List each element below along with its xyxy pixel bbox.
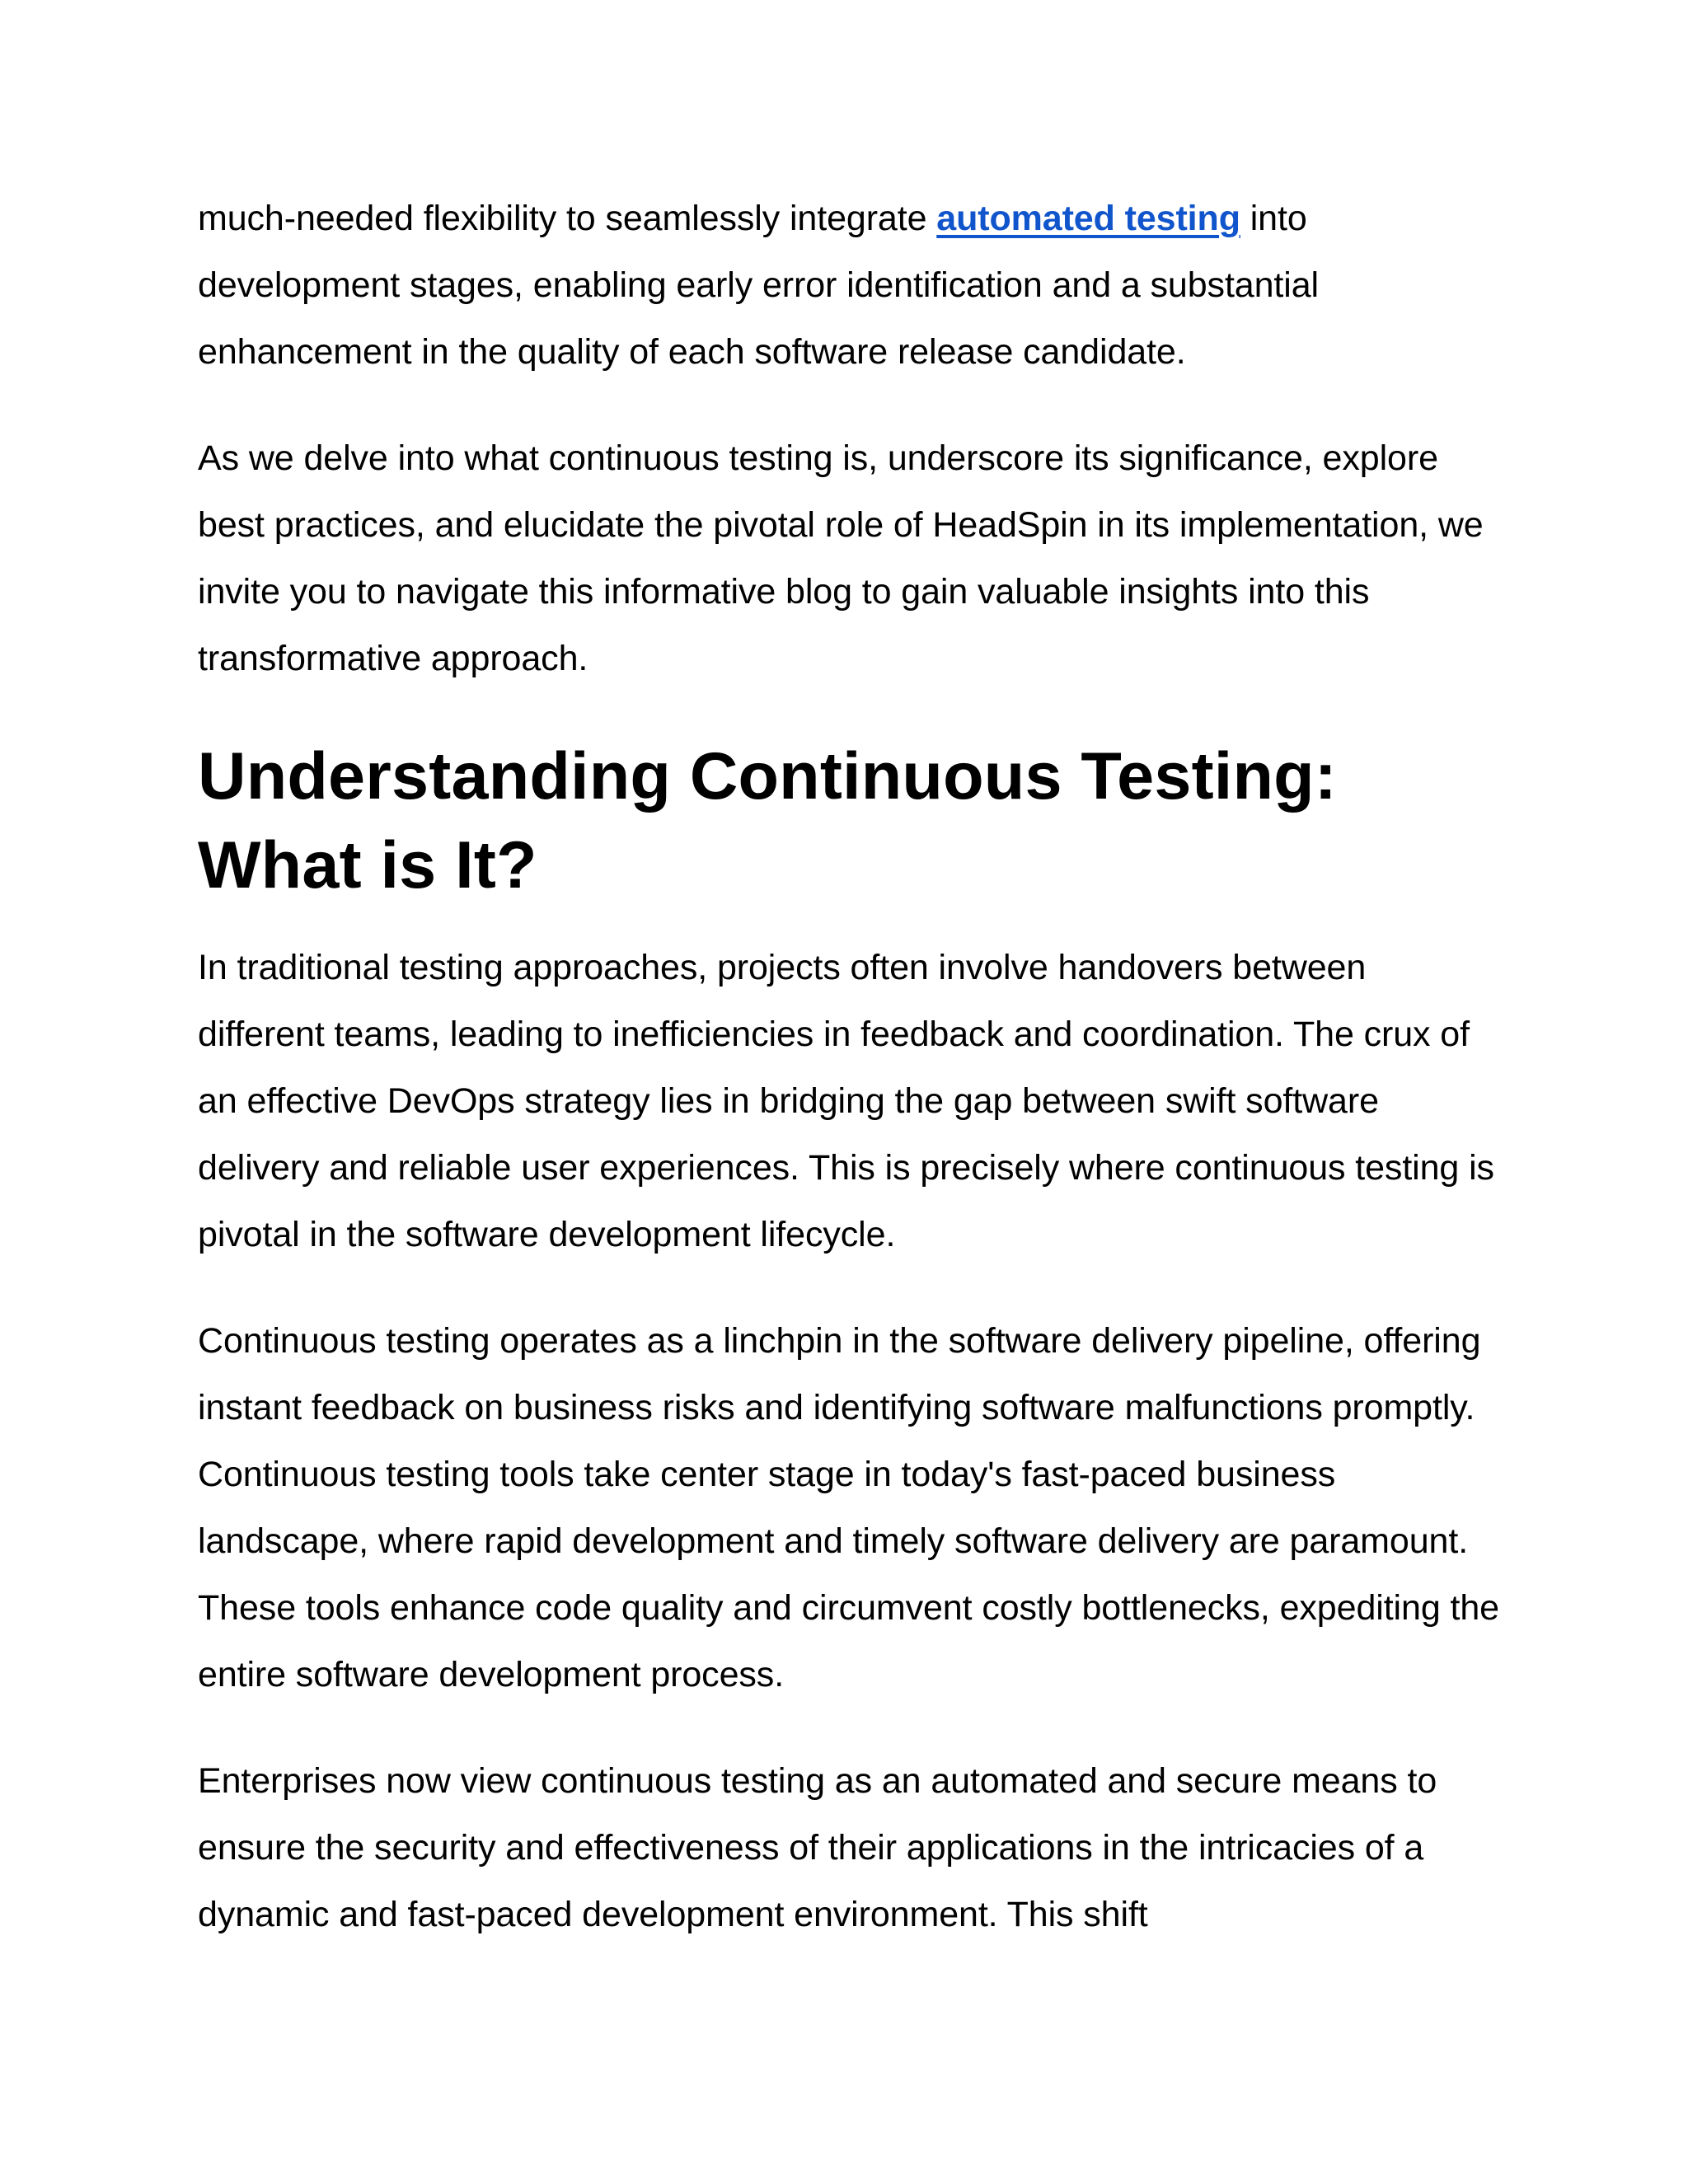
paragraph-traditional-testing: In traditional testing approaches, projects often involve handovers between different teams, leading to inefficiencies in feedback and coordination. The crux of an effective DevOps strategy lies in bridging the gap between swift software delivery and reliable user experiences. This is precisely where continuous testing is pivotal in the software development lifecycle.	[198, 948, 1494, 1254]
intro-paragraph	[198, 185, 1500, 386]
paragraph-linchpin: Continuous testing operates as a linchpin in the software delivery pipeline, offering instant feedback on business risks and identifying software malfunctions promptly. Continuous testing tools take center stage in today's fast-paced business landscape, where rapid development and timely software delivery are paramount. These tools enhance code quality and circumvent costly bottlenecks, expediting the entire software development process.	[198, 1321, 1499, 1694]
intro-text-after-link: into development stages, enabling early error identification and a substantial enhancement in the quality of each software release candidate.	[198, 199, 1319, 372]
section-heading: Understanding Continuous Testing: What is It?	[198, 739, 1337, 902]
document-page	[198, 185, 1500, 1988]
paragraph-overview: As we delve into what continuous testing is, underscore its significance, explore best practices, and elucidate the pivotal role of HeadSpin in its implementation, we invite you to navigate this informative blog to gain valuable insights into this transformative approach.	[198, 438, 1484, 678]
automated-testing-link[interactable]: automated testing	[936, 199, 1240, 238]
intro-text-before-link: much-needed flexibility to seamlessly integrate	[198, 199, 937, 238]
paragraph-enterprises: Enterprises now view continuous testing as an automated and secure means to ensure the security and effectiveness of their applications in the intricacies of a dynamic and fast-paced development environment. This shift	[198, 1761, 1437, 1934]
